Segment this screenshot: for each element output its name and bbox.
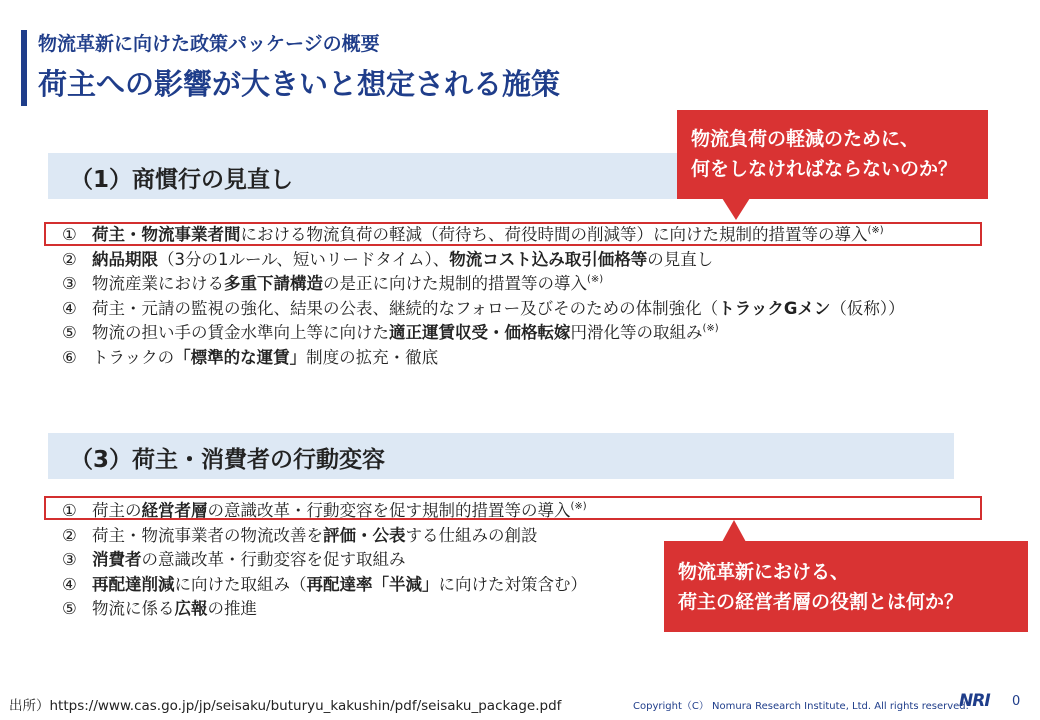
- list-item: [62, 544, 587, 569]
- callout-1-line-1: 物流負荷の軽減のために、: [691, 128, 920, 150]
- callout-1-line-2: 何をしなければならないのか？: [691, 158, 958, 180]
- item-bold: 消費者: [92, 550, 142, 569]
- item-text: 物流の担い手の賃金水準向上等に向けた: [92, 323, 389, 342]
- item-text: に向けた対策含む）: [438, 574, 587, 594]
- list-item: [62, 268, 905, 293]
- item-bold: 再配達率「半減」: [306, 574, 439, 594]
- item-text: 制度の拡充・徹底: [306, 347, 439, 367]
- item-text: 物流産業における: [92, 274, 224, 293]
- item-bold: 広報: [174, 599, 208, 618]
- section-3-band: [48, 433, 954, 479]
- item-bold: 「標準的な運賃」: [174, 347, 307, 367]
- list-item: [62, 244, 905, 269]
- item-number: ②: [62, 249, 77, 269]
- list-item: [62, 520, 587, 545]
- callout-question-1: [677, 110, 988, 199]
- section-1-heading: （1）商慣行の見直し: [70, 167, 294, 193]
- item-text: 円滑化等の取組み: [570, 323, 703, 342]
- item-bold: 評価・公表: [323, 525, 406, 545]
- list-item: [62, 342, 905, 367]
- pre-title: 物流革新に向けた政策パッケージの概要: [38, 33, 380, 55]
- item-number: ⑤: [62, 599, 77, 618]
- item-text: 荷主の: [92, 501, 142, 520]
- item-bold: 荷主・物流事業者間: [92, 225, 241, 244]
- item-number: ⑥: [62, 347, 77, 367]
- item-text: 荷主・元請の監視の強化、結果の公表、継続的なフォロー及びそのための体制強化（: [92, 298, 719, 318]
- item-bold: 再配達削減: [92, 574, 175, 594]
- item-text: （仮称））: [830, 298, 905, 318]
- item-text: の推進: [207, 599, 257, 618]
- item-number: ②: [62, 525, 77, 545]
- item-bold: 経営者層: [141, 501, 208, 520]
- item-text: する仕組みの創設: [405, 525, 538, 545]
- callout-1-pointer: [722, 198, 750, 220]
- source-citation: 出所）https://www.cas.go.jp/jp/seisaku/buturyu_kakushin/pdf/seisaku_package.pdf: [9, 698, 562, 714]
- section-3-heading: （3）荷主・消費者の行動変容: [70, 447, 386, 473]
- callout-2-pointer: [722, 520, 746, 542]
- title-accent-bar: [21, 30, 27, 106]
- page-title: 荷主への影響が大きいと想定される施策: [38, 67, 561, 101]
- callout-2-line-2: 荷主の経営者層の役割とは何か？: [678, 591, 964, 613]
- item-text: における物流負荷の軽減（荷待ち、荷役時間の削減等）に向けた規制的措置等の導入: [240, 225, 868, 244]
- item-number: ①: [62, 501, 77, 520]
- item-text: トラックの: [92, 347, 175, 367]
- item-number: ④: [62, 574, 77, 594]
- item-text: の意識改革・行動変容を促す取組み: [141, 550, 406, 569]
- highlight-box-1: [44, 222, 982, 246]
- callout-2-line-1: 物流革新における、: [678, 561, 850, 583]
- list-item: [62, 593, 587, 618]
- list-item: [62, 293, 905, 318]
- item-bold: 納品期限: [92, 249, 158, 269]
- item-text: の是正に向けた規制的措置等の導入: [323, 274, 587, 293]
- item-bold: トラックGメン: [718, 298, 831, 318]
- item-note: (※): [867, 225, 884, 236]
- list-item: [62, 317, 905, 342]
- nri-logo: NRI: [959, 691, 990, 711]
- item-bold: 物流コスト込み取引価格等: [449, 249, 648, 269]
- item-text: の見直し: [647, 249, 714, 269]
- item-note: (※): [702, 323, 719, 334]
- copyright-text: Copyright（C） Nomura Research Institute, Ltd. All rights reserved.: [633, 701, 969, 712]
- item-number: ③: [62, 274, 77, 293]
- callout-question-2: [664, 541, 1028, 632]
- item-number: ③: [62, 550, 77, 569]
- item-bold: 多重下請構造: [224, 274, 323, 293]
- item-text: に向けた取組み（: [174, 574, 307, 594]
- item-note: (※): [570, 501, 587, 512]
- item-note: (※): [587, 274, 604, 285]
- list-item: [62, 569, 587, 594]
- item-text: の意識改革・行動変容を促す規制的措置等の導入: [207, 501, 571, 520]
- item-number: ④: [62, 298, 77, 318]
- item-text: 荷主・物流事業者の物流改善を: [92, 525, 323, 545]
- highlight-box-2: [44, 496, 982, 520]
- item-number: ⑤: [62, 323, 77, 342]
- item-text: 物流に係る: [92, 599, 175, 618]
- item-bold: 適正運賃収受・価格転嫁: [389, 323, 571, 342]
- item-text: （3分の1ルール、短いリードタイム）、: [158, 249, 450, 269]
- page-number: 0: [1012, 694, 1021, 709]
- item-number: ①: [62, 225, 77, 244]
